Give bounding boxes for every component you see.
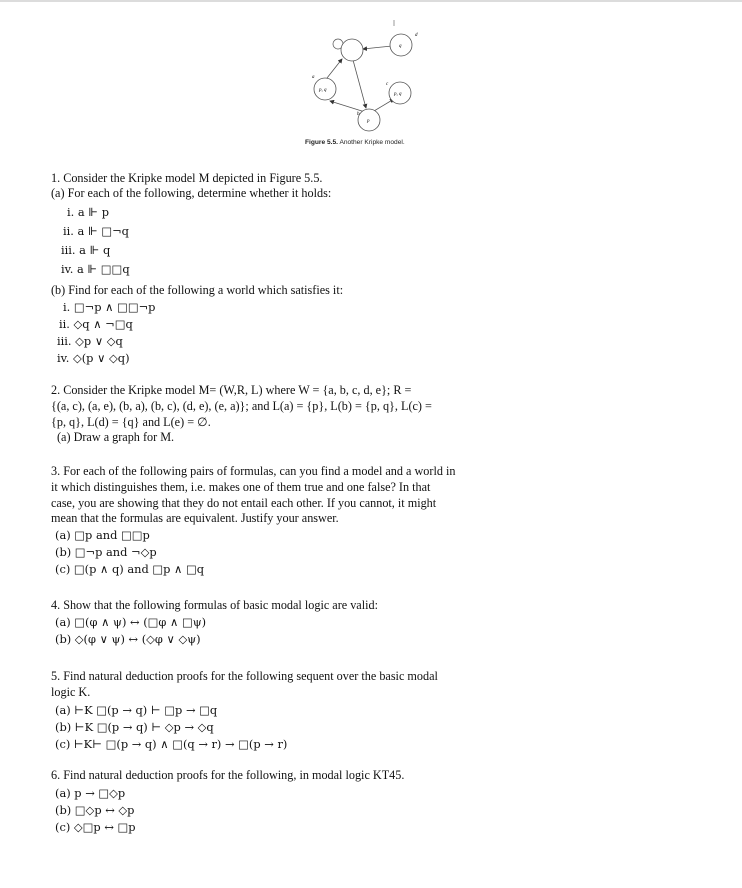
q3-line-4: mean that the formulas are equivalent. Justify your answer. — [51, 511, 339, 525]
q2-item-a: (a) Draw a graph for M. — [57, 430, 175, 444]
world-label-b-props: p — [367, 119, 370, 124]
q3-item-b: (b) □¬p and ¬◇p — [55, 545, 157, 559]
figure-caption-label: Figure 5.5. — [305, 139, 338, 146]
edge-b-to-c — [374, 99, 394, 111]
world-label-c-props: p, q — [394, 92, 402, 97]
q1-b-item-iii: iii. ◇p ∨ ◇q — [57, 334, 123, 348]
q1-a-item-ii: ii. a ⊩ □¬q — [63, 224, 129, 238]
q4-item-b: (b) ◇(φ ∨ ψ) ↔ (◇φ ∨ ◇ψ) — [55, 632, 201, 646]
q6-intro: 6. Find natural deduction proofs for the following, in modal logic KT45. — [51, 768, 405, 782]
edge-b-to-a — [330, 101, 365, 112]
world-label-b-name: b — [357, 112, 360, 117]
world-label-a-props: p, q — [319, 88, 327, 93]
world-label-a-name: a — [312, 75, 315, 80]
q3-item-c: (c) □(p ∧ q) and □p ∧ □q — [55, 562, 205, 576]
q1-b-item-ii: ii. ◇q ∧ ¬□q — [59, 317, 133, 331]
q5-item-a: (a) ⊢K □(p → q) ⊢ □p → □q — [55, 703, 218, 717]
world-e-node — [341, 39, 363, 61]
q1-a-item-iii: iii. a ⊩ q — [61, 243, 111, 257]
edge-d-to-e — [363, 46, 392, 49]
q2-line-2: {(a, c), (a, e), (b, a), (b, c), (d, e), (e, a)}; and L(a) = {p}, L(b) = {p, q}, L(c) = — [51, 399, 432, 413]
edge-e-to-b — [353, 60, 366, 108]
q5-line-2: logic K. — [51, 685, 91, 699]
q6-item-b: (b) □◇p ↔ ◇p — [55, 803, 135, 817]
world-label-d-name: d — [415, 33, 418, 38]
q4-item-a: (a) □(φ ∧ ψ) ↔ (□φ ∧ □ψ) — [55, 615, 207, 629]
kripke-model-figure — [290, 12, 440, 138]
q5-item-b: (b) ⊢K □(p → q) ⊢ ◇p → ◇q — [55, 720, 214, 734]
edge-a-to-e — [327, 59, 342, 78]
q1-b-heading: (b) Find for each of the following a world which satisfies it: — [51, 283, 344, 297]
q3-line-1: 3. For each of the following pairs of formulas, can you find a model and a world in — [51, 464, 456, 478]
q2-line-1: 2. Consider the Kripke model M= (W,R, L) where W = {a, b, c, d, e}; R = — [51, 383, 412, 397]
q1-a-item-iv: iv. a ⊩ □□q — [61, 262, 130, 276]
q1-b-item-i: i. □¬p ∧ □□¬p — [63, 300, 156, 314]
world-label-d-props: q — [399, 44, 402, 49]
figure-caption — [305, 139, 405, 146]
q3-line-3: case, you are showing that they do not entail each other. If you cannot, it might — [51, 496, 437, 510]
world-label-c-name: c — [386, 82, 389, 87]
q1-b-item-iv: iv. ◇(p ∨ ◇q) — [57, 351, 130, 365]
q5-item-c: (c) ⊢K⊢ □(p → q) ∧ □(q → r) → □(p → r) — [55, 737, 288, 751]
q1-intro: 1. Consider the Kripke model M depicted in Figure 5.5. — [51, 171, 323, 185]
q6-item-c: (c) ◇□p ↔ □p — [55, 820, 136, 834]
q5-line-1: 5. Find natural deduction proofs for the following sequent over the basic modal — [51, 669, 438, 683]
q1-a-heading: (a) For each of the following, determine whether it holds: — [51, 186, 332, 200]
q6-item-a: (a) p → □◇p — [55, 786, 126, 800]
figure-caption-text: Another Kripke model. — [339, 139, 405, 146]
q3-line-2: it which distinguishes them, i.e. makes one of them true and one false? In that — [51, 480, 431, 494]
top-border-line — [0, 0, 742, 2]
q3-item-a: (a) □p and □□p — [55, 528, 150, 542]
q4-intro: 4. Show that the following formulas of basic modal logic are valid: — [51, 598, 378, 612]
q1-a-item-i: i. a ⊩ p — [67, 205, 110, 219]
q2-line-3: {p, q}, L(d) = {q} and L(e) = ∅. — [51, 415, 211, 429]
